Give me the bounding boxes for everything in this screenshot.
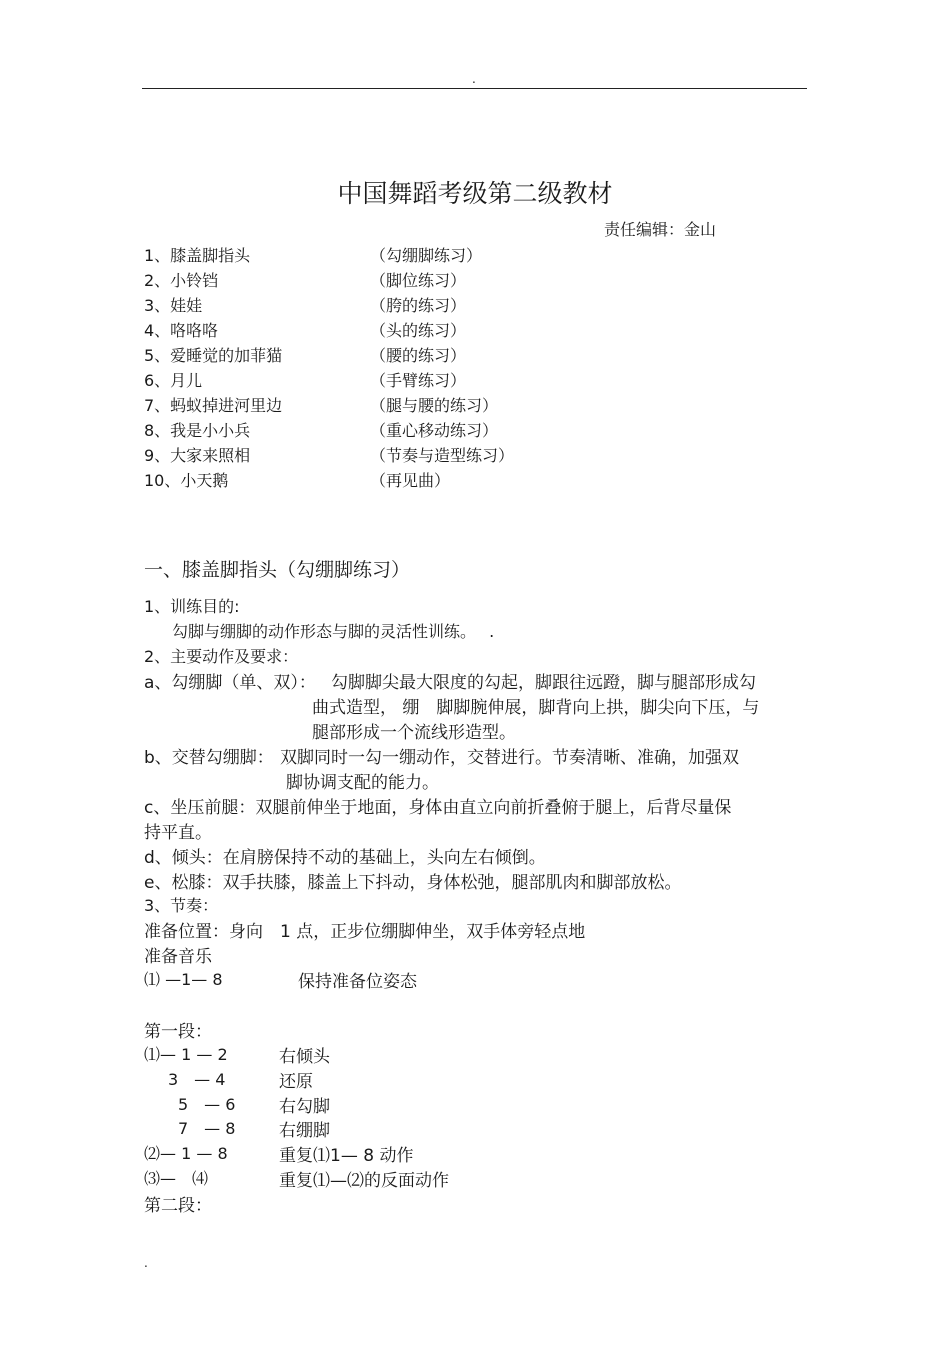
part1-count: 3 — 4	[168, 1070, 226, 1089]
toc-item-desc: （重心移动练习）	[370, 421, 499, 440]
part1-action: 重复⑴1— 8 动作	[279, 1146, 414, 1166]
prep-position: 准备位置：身向 1 点，正步位绷脚伸坐，双手体旁轻点地	[144, 922, 586, 942]
part1-action: 右勾脚	[279, 1097, 330, 1117]
toc-item-name: 4、咯咯咯	[144, 321, 219, 340]
footer-dot: .	[144, 1256, 148, 1270]
section-heading: 一、膝盖脚指头（勾绷脚练习）	[144, 559, 411, 581]
toc-item-desc: （脚位练习）	[370, 271, 467, 290]
goal-text: 勾脚与绷脚的动作形态与脚的灵活性训练。 .	[172, 622, 495, 641]
part1-count: ⑴— 1 — 2	[144, 1045, 228, 1064]
part1-label: 第一段：	[144, 1022, 212, 1042]
editor-credit: 责任编辑：金山	[604, 220, 717, 239]
part1-count: 7 — 8	[178, 1119, 236, 1138]
part1-action: 重复⑴—⑵的反面动作	[279, 1171, 449, 1191]
item-b-line: 脚协调支配的能力。	[286, 773, 439, 793]
toc-item-name: 9、大家来照相	[144, 446, 251, 465]
toc-item-name: 5、爱睡觉的加菲猫	[144, 346, 283, 365]
toc-item-desc: （胯的练习）	[370, 296, 467, 315]
part2-label: 第二段：	[144, 1196, 212, 1216]
toc-item-name: 2、小铃铛	[144, 271, 219, 290]
item-e: e、松膝：双手扶膝，膝盖上下抖动，身体松弛，腿部肌肉和脚部放松。	[144, 873, 682, 893]
document-title: 中国舞蹈考级第二级教材	[337, 179, 613, 208]
item-a-line: 勾脚脚尖最大限度的勾起，脚跟往远蹬，脚与腿部形成勾	[331, 673, 756, 693]
part1-count: ⑵— 1 — 8	[144, 1144, 228, 1163]
item-c-line: c、坐压前腿：双腿前伸坐于地面，身体由直立向前折叠俯于腿上，后背尽量保	[144, 798, 732, 818]
toc-item-name: 6、月儿	[144, 371, 203, 390]
toc-item-name: 10、小天鹅	[144, 471, 229, 490]
toc-item-name: 1、膝盖脚指头	[144, 246, 251, 265]
toc-item-desc: （节奏与造型练习）	[370, 446, 515, 465]
toc-item-name: 7、蚂蚁掉进河里边	[144, 396, 283, 415]
prep-action: 保持准备位姿态	[298, 972, 417, 992]
item-a-line: 曲式造型， 绷 脚脚腕伸展，脚背向上拱，脚尖向下压，与	[312, 698, 760, 718]
part1-count: ⑶— ⑷	[144, 1169, 209, 1188]
item-d: d、倾头：在肩膀保持不动的基础上，头向左右倾倒。	[144, 848, 546, 868]
actions-label: 2、主要动作及要求：	[144, 647, 299, 666]
item-b-lead: b、交替勾绷脚：	[144, 748, 274, 768]
part1-action: 还原	[279, 1072, 313, 1092]
item-a-lead: a、勾绷脚（单、双）：	[144, 673, 316, 693]
prep-count: ⑴ —1— 8	[144, 970, 223, 989]
toc-item-desc: （腿与腰的练习）	[370, 396, 499, 415]
toc-item-desc: （勾绷脚练习）	[370, 246, 483, 265]
prep-music: 准备音乐	[144, 947, 212, 967]
toc-item-desc: （腰的练习）	[370, 346, 467, 365]
part1-count: 5 — 6	[178, 1095, 236, 1114]
item-a-line: 腿部形成一个流线形造型。	[312, 723, 516, 743]
header-dot: .	[472, 72, 476, 86]
toc-item-desc: （头的练习）	[370, 321, 467, 340]
toc-item-desc: （手臂练习）	[370, 371, 467, 390]
item-b-line: 双脚同时一勾一绷动作，交替进行。节奏清晰、准确，加强双	[280, 748, 739, 768]
part1-action: 右倾头	[279, 1047, 330, 1067]
goal-label: 1、训练目的:	[144, 597, 240, 616]
header-rule	[142, 88, 807, 89]
toc-item-desc: （再见曲）	[370, 471, 451, 490]
item-c-line: 持平直。	[144, 823, 212, 843]
toc-item-name: 8、我是小小兵	[144, 421, 251, 440]
part1-action: 右绷脚	[279, 1121, 330, 1141]
rhythm-label: 3、节奏：	[144, 896, 219, 915]
toc-item-name: 3、娃娃	[144, 296, 203, 315]
